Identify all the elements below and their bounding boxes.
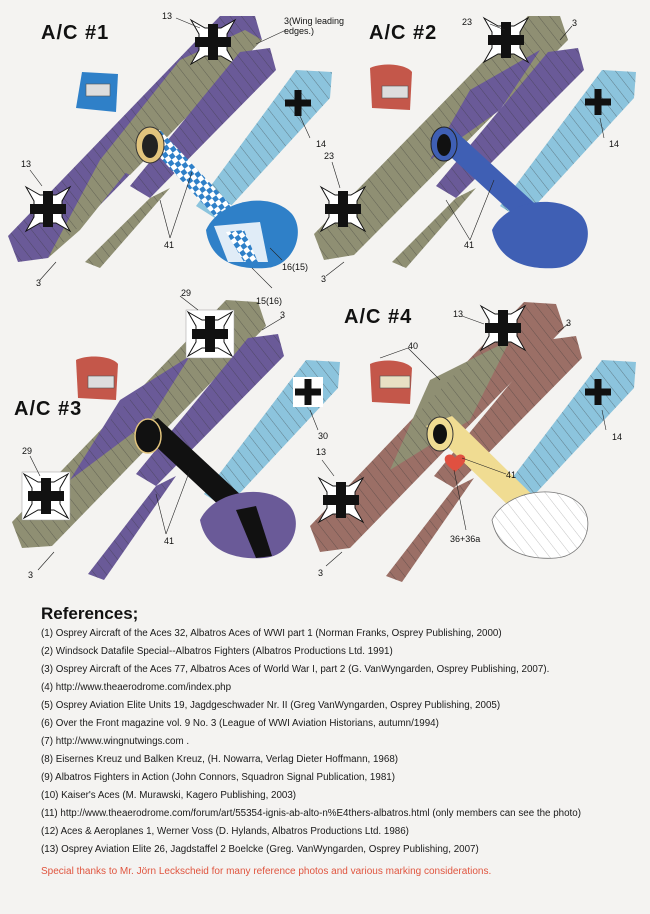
reference-item: (10) Kaiser's Aces (M. Murawski, Kagero Publishing, 2003) [41, 790, 297, 801]
callout-label: 13 [21, 159, 32, 169]
callout-label: 3 [566, 318, 572, 328]
reference-item: (11) http://www.theaerodrome.com/forum/art/55354-ignis-ab-alto-n%E4thers-albatros.html (only members can see the photo) [41, 808, 581, 819]
callout-label: 41 [464, 240, 475, 250]
reference-item: (4) http://www.theaerodrome.com/index.php [41, 682, 232, 693]
callout-label: 36+36a [450, 534, 481, 544]
callout-label: 14 [316, 139, 327, 149]
references-list [41, 627, 631, 856]
callout-label: 41 [164, 536, 175, 546]
callout-label: 23 [324, 151, 335, 161]
reference-item: (8) Eisernes Kreuz und Balken Kreuz, (H. Nowarra, Verlag Dieter Hoffmann, 1968) [41, 754, 399, 765]
callout-label: 30 [318, 431, 329, 441]
callout-label: 40 [408, 341, 419, 351]
aircraft-2-illustration [314, 16, 636, 268]
aircraft-3-illustration [12, 300, 340, 580]
reference-item: (9) Albatros Fighters in Action (John Connors, Squadron Signal Publication, 1981) [41, 772, 395, 783]
callout-label: 3 [318, 568, 324, 578]
reference-item: (13) Osprey Aviation Elite 26, Jagdstaffel 2 Boelcke (Greg. VanWyngarden, Osprey Publishing, 2007) [41, 844, 479, 855]
callout-label: 3 [280, 310, 286, 320]
callout-label: 29 [22, 446, 33, 456]
callout-label: 41 [506, 470, 517, 480]
aircraft-4-title: A/C #4 [344, 306, 413, 328]
reference-item: (3) Osprey Aircraft of the Aces 77, Albatros Aces of World War I, part 2 (G. VanWyngarden, Osprey Publishing, 2007). [41, 664, 550, 675]
callout-label: 41 [164, 240, 175, 250]
callout-label: 3 [321, 274, 327, 284]
callout-label: 23 [462, 17, 473, 27]
reference-item: (5) Osprey Aviation Elite Units 19, Jagdgeschwader Nr. II (Greg VanWyngarden, Osprey Publishing, 2005) [41, 700, 501, 711]
callout-label: 14 [612, 432, 623, 442]
references-heading: References; [41, 604, 139, 623]
callout-label: 3 [36, 278, 42, 288]
callout-label: 14 [609, 139, 620, 149]
acknowledgement-note: Special thanks to Mr. Jörn Leckscheid for many reference photos and various marking considerations. [41, 866, 492, 877]
callout-label: 29 [181, 288, 192, 298]
aircraft-1-illustration [8, 16, 335, 268]
callout-label: 3(Wing leading edges.) [284, 16, 345, 36]
callout-label: 16(15) [282, 262, 309, 272]
callout-label: 13 [162, 11, 173, 21]
callout-label: 15(16) [256, 296, 283, 306]
aircraft-2-title: A/C #2 [369, 22, 438, 44]
callout-label: 13 [453, 309, 464, 319]
callout-label: 3 [28, 570, 34, 580]
callout-label: 3 [572, 18, 578, 28]
reference-item: (7) http://www.wingnutwings.com . [41, 736, 190, 747]
callout-label: 13 [316, 447, 327, 457]
aircraft-1-title: A/C #1 [41, 22, 110, 44]
reference-item: (1) Osprey Aircraft of the Aces 32, Albatros Aces of WWI part 1 (Norman Franks, Osprey Publishing, 2000) [41, 628, 502, 639]
aircraft-3-title: A/C #3 [14, 398, 83, 420]
reference-item: (6) Over the Front magazine vol. 9 No. 3 (League of WWI Aviation Historians, autumn/1994) [41, 718, 439, 729]
reference-item: (2) Windsock Datafile Special--Albatros Fighters (Albatros Productions Ltd. 1991) [41, 646, 393, 657]
reference-item: (12) Aces & Aeroplanes 1, Werner Voss (D. Hylands, Albatros Productions Ltd. 1986) [41, 826, 409, 837]
references-section [41, 604, 631, 861]
